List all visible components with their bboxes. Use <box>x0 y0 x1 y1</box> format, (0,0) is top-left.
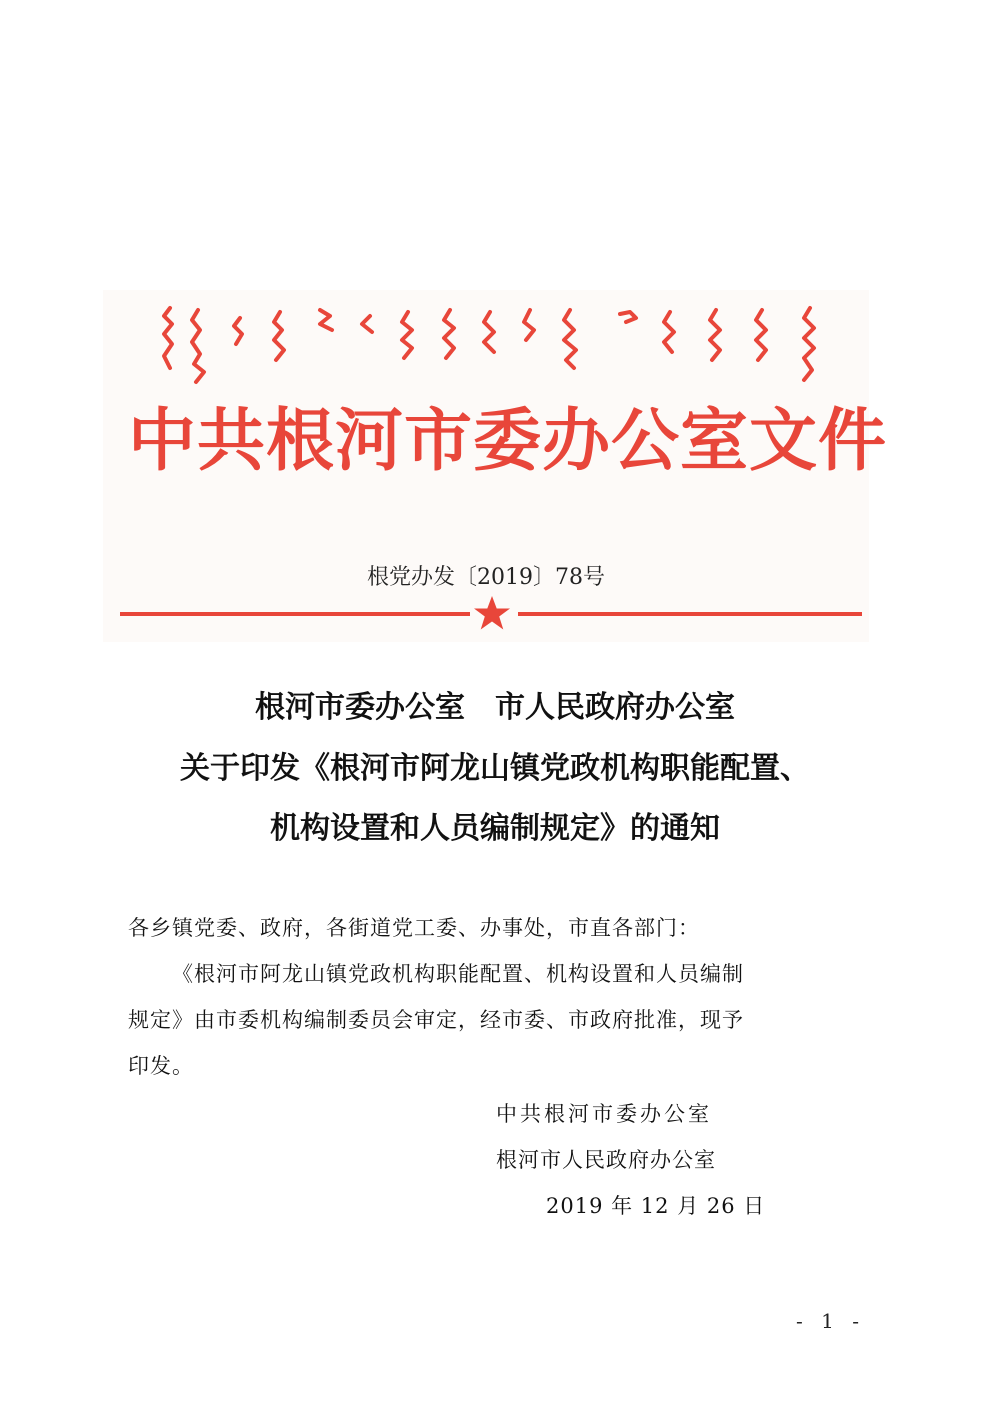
body-paragraph-line1: 《根河市阿龙山镇党政机构职能配置、机构设置和人员编制 <box>172 962 744 986</box>
body-paragraph-line3: 印发。 <box>128 1054 194 1078</box>
notice-heading-line2: 关于印发《根河市阿龙山镇党政机构职能配置、 <box>180 751 810 786</box>
document-number: 根党办发〔2019〕78号 <box>367 565 605 590</box>
salutation: 各乡镇党委、政府，各街道党工委、办事处，市直各部门： <box>128 916 700 940</box>
page-number: - 1 - <box>796 1309 865 1333</box>
notice-heading-line3: 机构设置和人员编制规定》的通知 <box>270 811 720 846</box>
notice-heading-line1: 根河市委办公室 市人民政府办公室 <box>255 690 735 725</box>
mongolian-script-title <box>150 298 840 394</box>
signature-org-2: 根河市人民政府办公室 <box>496 1148 716 1172</box>
body-paragraph-line2: 规定》由市委机构编制委员会审定，经市委、市政府批准，现予 <box>128 1008 744 1032</box>
red-divider-left <box>120 612 470 616</box>
signature-date: 2019 年 12 月 26 日 <box>546 1194 766 1218</box>
signature-org-1: 中共根河市委办公室 <box>496 1102 712 1126</box>
red-divider-right <box>518 612 862 616</box>
document-title: 中共根河市委办公室文件 <box>128 402 888 481</box>
star-icon <box>472 594 512 634</box>
